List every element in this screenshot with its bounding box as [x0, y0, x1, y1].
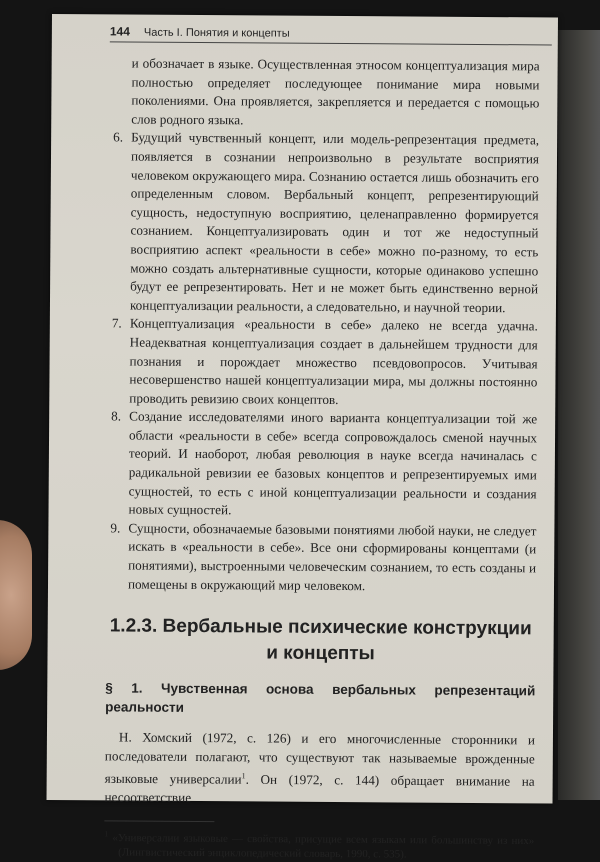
page-body — [104, 54, 540, 862]
list-item — [108, 129, 539, 318]
list-item-text: Сущности, обозначаемые базовыми понятиями любой науки, не следует искать в «реальности в себе». Все они сформированы концептами (и понятиями), выстроенными человеческим сознанием, то есть созданы и помещены в окружающий мир человеком. — [127, 520, 537, 593]
footnote-reference: 1 — [241, 770, 246, 780]
book-page — [47, 14, 558, 861]
list-item-number: 6. — [113, 129, 124, 145]
footnote-divider — [104, 821, 214, 823]
list-item-number: 7. — [111, 315, 122, 331]
list-item — [106, 519, 537, 596]
list-item-text: Будущий чувственный концепт, или модель-репрезентация предмета, появляется в сознании непроизвольно в результате восприятия человеком окружающего мира. Сознанию остается лишь обозначить его определенным словом. Вербальный концепт, репрезентирующий сущность, недоступную восприятию, целенаправленно формируется сознанием. Концептуализировать один и тот же недоступный восприятию аспект «реальности в себе» можно по-разному, то есть можно создать альтернативные сущности, которые одинаково успешно будут ее репрезентировать. Нет и не может быть единственно верной концептуализации реальности, а следовательно, и научной теории. — [129, 129, 540, 315]
list-item-text: Концептуализация «реальности в себе» далеко не всегда удачна. Неадекватная концептуализация создает в дальнейшем трудности для познания и порождает множество псевдовопросов. Учитывая несовершенство нашей концептуализации мира, мы должны постоянно проводить ревизию своих концептов. — [129, 315, 538, 407]
paragraph-tail: . Он (1972, с. 144) обращает внимание на несоответствие — [104, 771, 535, 805]
running-title: Часть I. Понятия и концепты — [143, 26, 290, 40]
footnote-text: «Универсалии языковые — свойства, присущие всем языкам или большинству из них» (Лингвистический энциклопедический словарь, 1990, с. 535). — [112, 832, 535, 861]
adjacent-page-edge — [558, 30, 600, 800]
list-item-text: Создание исследователями иного варианта концептуализации той же области «реальности в себе» всегда сопровождалось сменой научных теорий. И наоборот, любая революция в науке всегда начиналась с радикальной ревизии ее базовых концептов и репрезентируемых ими сущностей, то есть с иной концептуализации реальности и создания новых сущностей. — [128, 408, 538, 518]
footnote — [104, 828, 534, 862]
paragraph-text: Н. Хомский (1972, с. 126) и его многочисленные сторонники и последователи полагают, что существуют так называемые врожденные языковые универсалии — [104, 729, 535, 787]
body-paragraph — [104, 729, 535, 810]
thumb — [0, 520, 32, 670]
page-number: 144 — [109, 24, 130, 39]
subsection-title: § 1. Чувственная основа вербальных репрезентаций реальности — [105, 680, 536, 715]
running-header — [110, 24, 552, 45]
list-item — [106, 408, 537, 523]
list-item — [107, 315, 538, 411]
intro-continuation: и обозначает в языке. Осуществленная этносом концептуализация мира полностью определяет последующее понимание мира новыми поколениями. Она проявляется, закрепляется и передается с помощью слов родного языка. — [131, 55, 540, 128]
section-title: 1.2.3. Вербальные психические конструкции и концепты — [109, 615, 532, 665]
footnote-mark: 1 — [104, 829, 109, 839]
list-item-number: 9. — [110, 520, 121, 536]
list-item-number: 8. — [111, 408, 122, 424]
